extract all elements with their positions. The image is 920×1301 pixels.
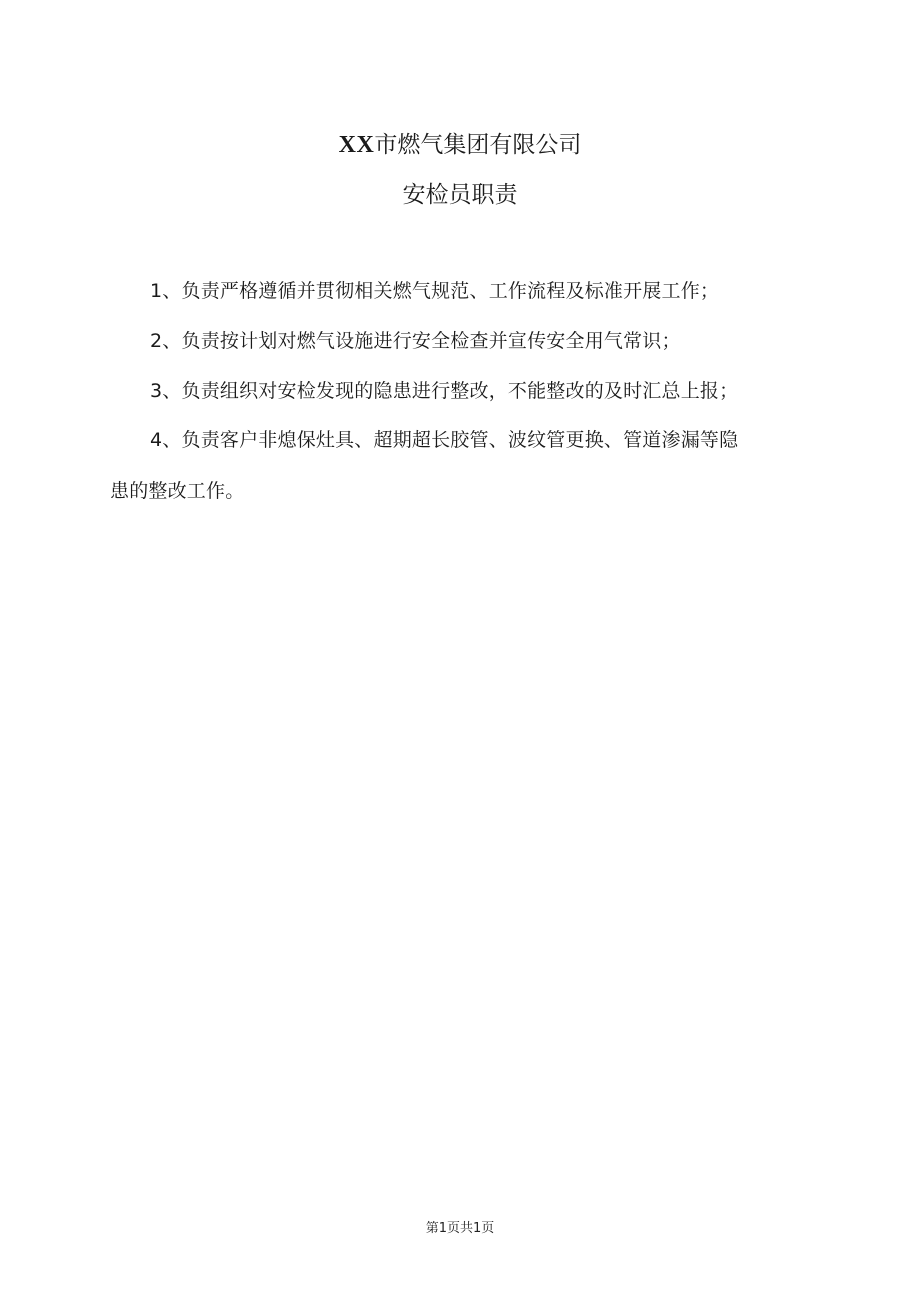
duty-item-4-line-1: 4、负责客户非熄保灶具、超期超长胶管、波纹管更换、管道渗漏等隐 — [150, 429, 739, 451]
duty-item-3: 3、负责组织对安检发现的隐患进行整改，不能整改的及时汇总上报； — [150, 380, 739, 402]
title-prefix: XX — [338, 132, 375, 158]
document-title — [0, 130, 920, 160]
page-footer: 第1页共1页 — [425, 1221, 495, 1236]
title-company-name: 市燃气集团有限公司 — [374, 132, 582, 158]
document-subtitle: 安检员职责 — [402, 182, 518, 208]
duty-item-2: 2、负责按计划对燃气设施进行安全检查并宣传安全用气常识； — [150, 330, 681, 352]
duty-item-4-line-2: 患的整改工作。 — [110, 480, 245, 502]
duty-item-1: 1、负责严格遵循并贯彻相关燃气规范、工作流程及标准开展工作； — [150, 280, 720, 302]
